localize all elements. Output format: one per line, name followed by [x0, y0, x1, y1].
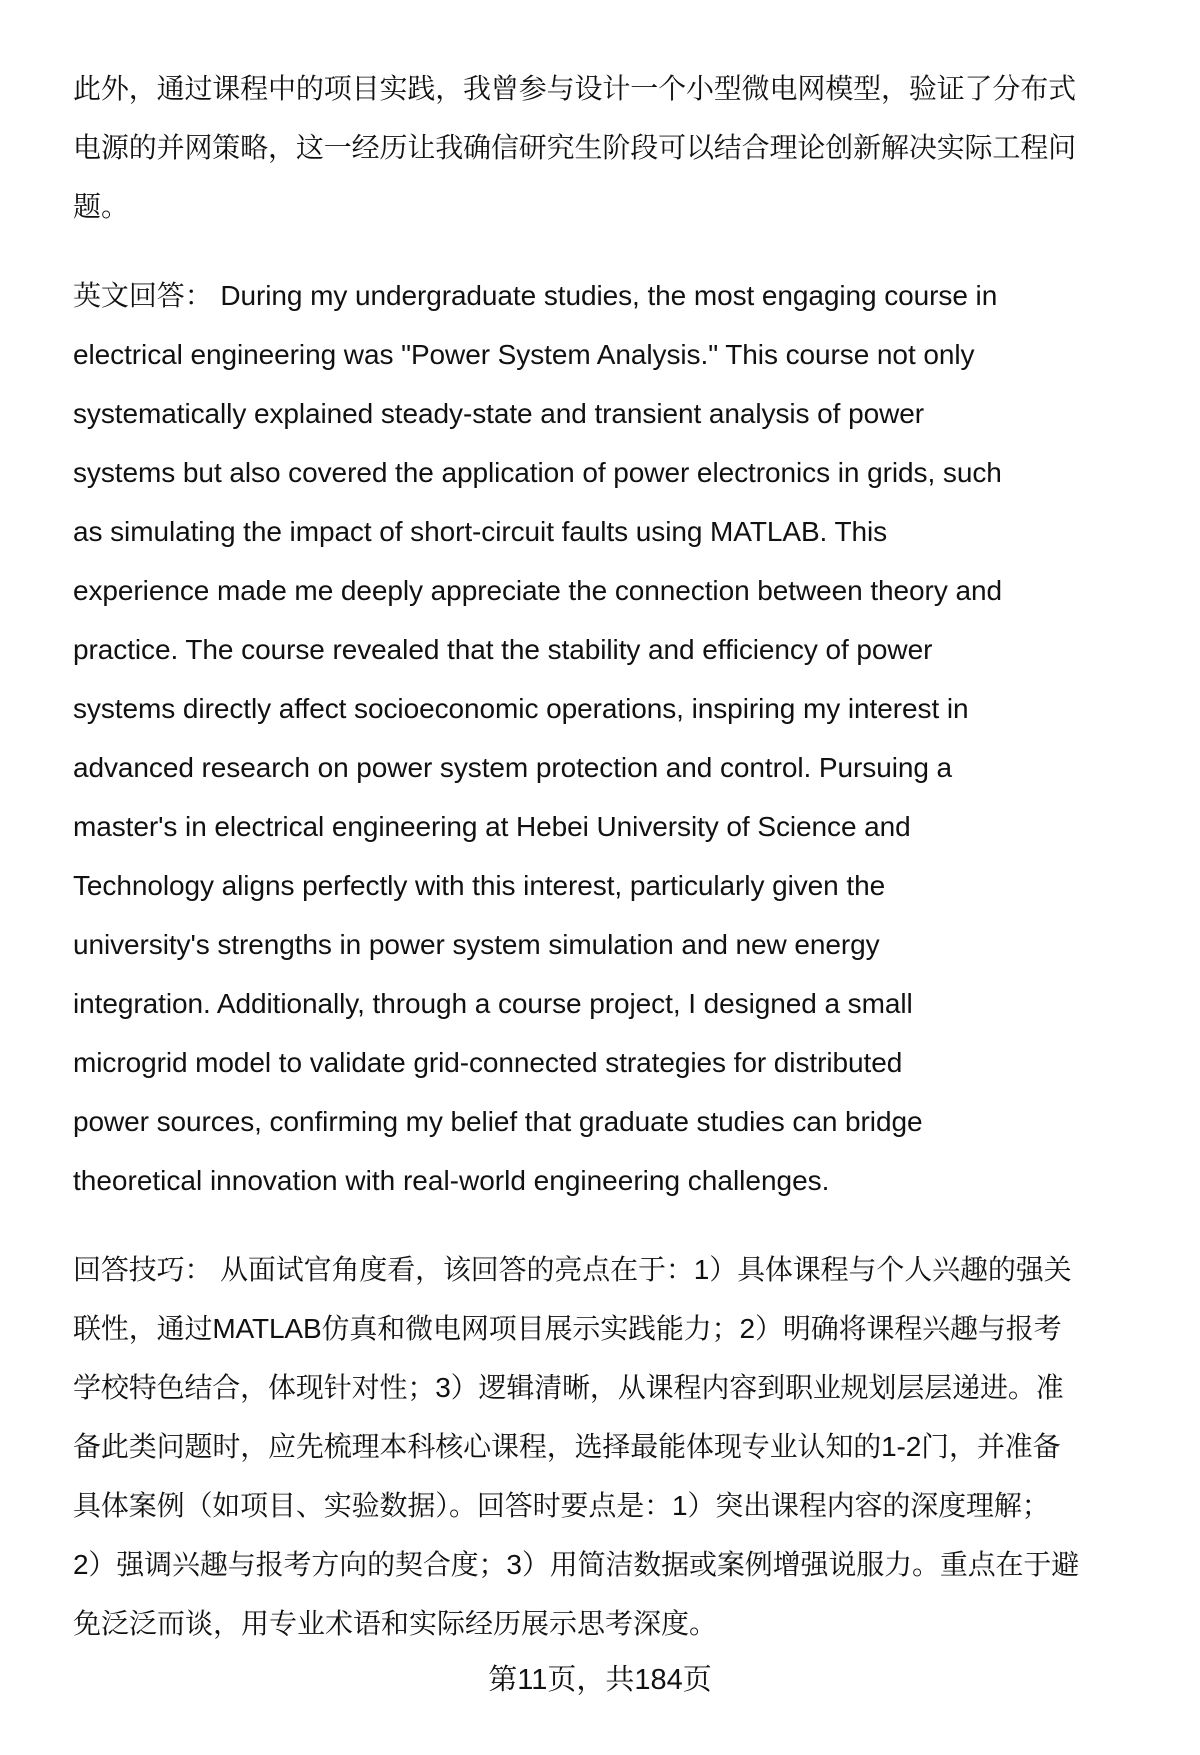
text-line: microgrid model to validate grid-connected strategies for distributed: [73, 1047, 903, 1078]
text-line: master's in electrical engineering at Hebei University of Science and: [73, 811, 911, 842]
text-line: practice. The course revealed that the stability and efficiency of power: [73, 634, 933, 665]
text-line: 2）强调兴趣与报考方向的契合度；3）用简洁数据或案例增强说服力。重点在于避: [73, 1549, 1080, 1580]
text-line: 具体案例（如项目、实验数据）。回答时要点是：1）突出课程内容的深度理解；: [73, 1490, 1050, 1521]
text-line: 电源的并网策略，这一经历让我确信研究生阶段可以结合理论创新解决实际工程问: [73, 132, 1077, 163]
text-line: 联性，通过MATLAB仿真和微电网项目展示实践能力；2）明确将课程兴趣与报考: [73, 1313, 1062, 1344]
answer-tips-paragraph: [73, 1240, 1143, 1653]
text-line: systematically explained steady-state and transient analysis of power: [73, 398, 924, 429]
text-line: 回答技巧： 从面试官角度看，该回答的亮点在于：1）具体课程与个人兴趣的强关: [73, 1254, 1072, 1285]
text-line: systems directly affect socioeconomic operations, inspiring my interest in: [73, 693, 969, 724]
text-line: power sources, confirming my belief that graduate studies can bridge: [73, 1106, 923, 1137]
chinese-answer-continuation: [73, 59, 1143, 236]
text-line: Technology aligns perfectly with this interest, particularly given the: [73, 870, 886, 901]
text-line: theoretical innovation with real-world engineering challenges.: [73, 1165, 830, 1196]
text-line: advanced research on power system protection and control. Pursuing a: [73, 752, 953, 783]
text-line: university's strengths in power system simulation and new energy: [73, 929, 880, 960]
text-line: 英文回答： During my undergraduate studies, the most engaging course in: [73, 280, 998, 311]
text-line: integration. Additionally, through a course project, I designed a small: [73, 988, 913, 1019]
text-line: experience made me deeply appreciate the connection between theory and: [73, 575, 1002, 606]
text-line: as simulating the impact of short-circuit faults using MATLAB. This: [73, 516, 888, 547]
text-line: 学校特色结合，体现针对性；3）逻辑清晰，从课程内容到职业规划层层递进。准: [73, 1372, 1064, 1403]
text-line: 免泛泛而谈，用专业术语和实际经历展示思考深度。: [73, 1608, 718, 1639]
english-answer-paragraph: [73, 266, 1143, 1210]
text-line: 备此类问题时，应先梳理本科核心课程，选择最能体现专业认知的1-2门，并准备: [73, 1431, 1061, 1462]
text-line: systems but also covered the application of power electronics in grids, such: [73, 457, 1002, 488]
text-line: electrical engineering was "Power System Analysis." This course not only: [73, 339, 975, 370]
text-line: 题。: [73, 191, 130, 222]
page-number: 第11页，共184页: [488, 1664, 712, 1696]
text-line: 此外，通过课程中的项目实践，我曾参与设计一个小型微电网模型，验证了分布式: [73, 73, 1077, 104]
